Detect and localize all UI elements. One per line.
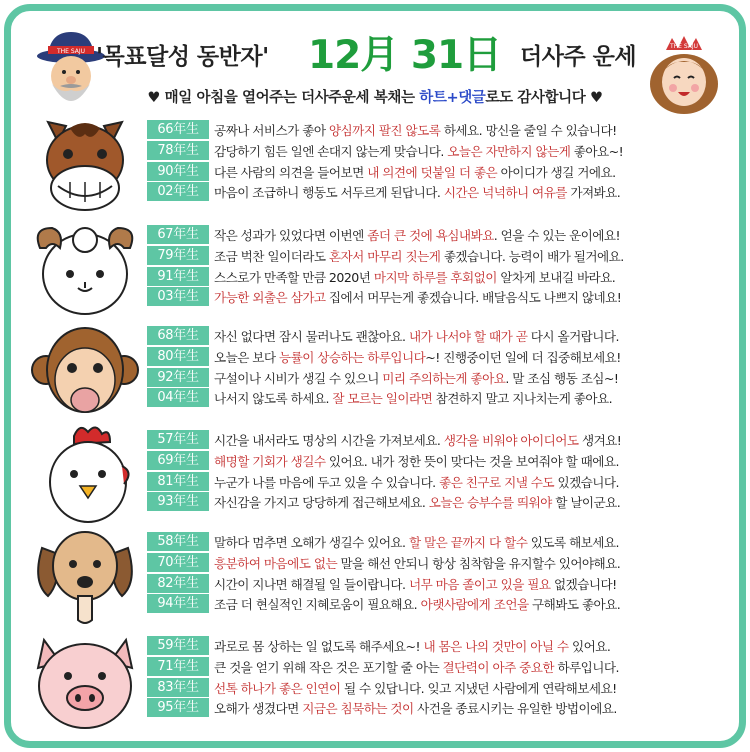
right-logo-text: THE SAJU bbox=[669, 43, 699, 50]
fortune-text bbox=[214, 472, 619, 491]
fortune-row bbox=[147, 573, 735, 594]
fortune-segment: 아이디가 생길 거에요. bbox=[497, 164, 616, 180]
fortune-segment: 있어요. bbox=[568, 639, 611, 654]
fortune-row bbox=[147, 635, 735, 656]
fortune-text bbox=[214, 594, 620, 613]
fortune-segment: 알차게 보내길 바라요. bbox=[496, 269, 616, 285]
birth-year-badge: 81年生 bbox=[147, 472, 209, 491]
fortune-highlight: 결단력이 아주 중요한 bbox=[442, 659, 554, 675]
fortune-segment: 시간이 지나면 해결될 일 들이랍니다. bbox=[214, 576, 409, 592]
fortune-row bbox=[147, 367, 735, 388]
fortune-segment: 될 수 있답니다. 잊고 지냈던 사람에게 연락해보세요! bbox=[340, 680, 617, 696]
fortune-row bbox=[147, 286, 735, 307]
fortune-highlight: 흥분하여 마음에도 없는 bbox=[214, 555, 338, 571]
birth-year-badge: 03年生 bbox=[147, 287, 209, 306]
fortune-segment: 공짜나 서비스가 좋아 bbox=[214, 123, 329, 138]
title-quote: '목표달성 동반자' bbox=[96, 44, 269, 70]
fortune-highlight: 좀더 큰 것에 욕심내봐요 bbox=[367, 228, 494, 243]
fortune-segment: 큰 것을 얻기 위해 작은 것은 포기할 줄 아는 bbox=[214, 659, 443, 675]
fortune-highlight: 양심까지 팔진 않도록 bbox=[328, 123, 441, 138]
fortune-segment: . 말 조심 행동 조심~! bbox=[505, 370, 619, 386]
fortune-text bbox=[214, 141, 623, 160]
fortune-segment: 다시 올거랍니다. bbox=[527, 329, 619, 344]
subtitle-pre: ♥ 매일 아침을 열어주는 더사주운세 복채는 bbox=[147, 90, 420, 106]
fortune-text bbox=[214, 287, 621, 306]
fortune-segment: 나서지 않도록 하세요. bbox=[214, 391, 333, 407]
fortune-segment: 다른 사람의 의견을 들어보면 bbox=[214, 164, 368, 180]
fortune-segment: 가져봐요. bbox=[566, 185, 621, 201]
fortune-highlight: 너무 마음 졸이고 있을 필요 bbox=[408, 576, 551, 592]
fortune-segment: ~! 진행중이던 일에 더 집중해보세요! bbox=[425, 349, 621, 365]
fortune-highlight: 가능한 외출은 삼가고 bbox=[214, 290, 326, 306]
fortune-segment: 과로로 몸 상하는 일 없도록 해주세요~! bbox=[214, 639, 424, 654]
fortune-row bbox=[147, 387, 735, 408]
fortune-highlight: 해명할 기회가 생길수 bbox=[214, 453, 326, 469]
fortune-row bbox=[147, 346, 735, 367]
subtitle bbox=[0, 86, 750, 107]
fortune-segment: 자신 없다면 잠시 물러나도 괜찮아요. bbox=[214, 329, 409, 344]
fortune-highlight: 잘 모르는 일이라면 bbox=[332, 391, 433, 407]
birth-year-badge: 59年生 bbox=[147, 636, 209, 655]
fortune-row bbox=[147, 491, 735, 512]
fortune-row bbox=[147, 531, 735, 552]
fortune-segment: 할 날이군요. bbox=[551, 495, 621, 511]
fortune-row bbox=[147, 593, 735, 614]
fortune-segment: 하세요. 망신을 줄일 수 있습니다! bbox=[440, 123, 617, 138]
fortune-segment: 좋겠습니다. 능력이 배가 될거에요. bbox=[440, 248, 624, 264]
fortune-segment: 좋아요~! bbox=[570, 143, 624, 159]
left-logo-text: THE SAJU bbox=[56, 48, 86, 55]
fortune-segment: 마음이 조급하니 행동도 서두르게 된답니다. bbox=[214, 185, 444, 201]
monkey-icon bbox=[30, 320, 140, 424]
fortune-segment: 작은 성과가 있었다면 이번엔 bbox=[214, 228, 368, 243]
fortune-row bbox=[147, 224, 735, 245]
fortune-segment: 조금 더 현실적인 지혜로움이 필요해요. bbox=[214, 597, 421, 613]
fortune-row bbox=[147, 161, 735, 182]
fortune-text bbox=[214, 698, 617, 717]
birth-year-badge: 90年生 bbox=[147, 162, 209, 181]
fortune-highlight: 좋은 친구로 지낼 수도 bbox=[439, 474, 554, 490]
birth-year-badge: 68年生 bbox=[147, 326, 209, 345]
title-suffix: 더사주 운세 bbox=[520, 44, 637, 70]
fortune-highlight: 내 의견에 덧붙일 더 좋은 bbox=[367, 164, 498, 180]
fortune-row bbox=[147, 119, 735, 140]
fortune-text bbox=[214, 492, 620, 511]
birth-year-badge: 57年生 bbox=[147, 430, 209, 449]
fortune-segment: 하루입니다. bbox=[554, 659, 619, 675]
fortune-segment: 오해가 생겼다면 bbox=[214, 701, 303, 717]
fortune-row bbox=[147, 697, 735, 718]
fortune-highlight: 미리 주의하는게 좋아요 bbox=[382, 370, 506, 386]
fortune-text bbox=[214, 657, 619, 676]
fortune-segment: 말을 해선 안되니 항상 침착함을 유지할수 있어야해요. bbox=[337, 555, 621, 571]
fortune-text bbox=[214, 347, 621, 366]
fortune-text bbox=[214, 532, 619, 551]
fortune-text bbox=[214, 678, 617, 697]
title-row bbox=[0, 16, 750, 78]
fortune-row bbox=[147, 656, 735, 677]
fortune-segment: 시간을 내서라도 명상의 시간을 가져보세요. bbox=[214, 433, 444, 448]
fortune-segment: 자신감을 가지고 당당하게 접근해보세요. bbox=[214, 495, 429, 511]
fortune-segment: 조금 벅찬 일이더라도 bbox=[214, 248, 329, 264]
birth-year-badge: 70年生 bbox=[147, 553, 209, 572]
birth-year-badge: 69年生 bbox=[147, 451, 209, 470]
fortune-text bbox=[214, 120, 617, 139]
fortune-text bbox=[214, 574, 617, 593]
fortune-segment: 있도록 해보세요. bbox=[527, 535, 619, 550]
fortune-highlight: 오늘은 자만하지 않는게 bbox=[447, 143, 571, 159]
fortune-segment: 없겠습니다! bbox=[550, 576, 617, 592]
fortune-segment: 감당하기 힘든 일엔 손대지 않는게 맞습니다. bbox=[214, 143, 448, 159]
fortune-highlight: 오늘은 승부수를 띄워야 bbox=[428, 495, 552, 511]
birth-year-badge: 58年生 bbox=[147, 532, 209, 551]
fortune-highlight: 능률이 상승하는 하루입니다 bbox=[278, 349, 426, 365]
fortune-row bbox=[147, 325, 735, 346]
sheep-icon bbox=[30, 218, 140, 322]
fortune-row bbox=[147, 140, 735, 161]
fortune-segment: 사건을 종료시키는 유일한 방법이에요. bbox=[413, 701, 617, 717]
fortune-text bbox=[214, 162, 616, 181]
fortune-row bbox=[147, 181, 735, 202]
fortune-highlight: 마지막 하루를 후회없이 bbox=[373, 269, 497, 285]
fortune-text bbox=[214, 326, 619, 345]
birth-year-badge: 83年生 bbox=[147, 678, 209, 697]
fortune-highlight: 할 말은 끝까지 다 할수 bbox=[408, 535, 528, 550]
fortune-text bbox=[214, 368, 618, 387]
fortune-highlight: 생각을 비워야 아이디어도 bbox=[443, 433, 579, 448]
fortune-segment: 누군가 나를 마음에 두고 있을 수 있습니다. bbox=[214, 474, 440, 490]
horse-icon bbox=[30, 112, 140, 216]
fortune-segment: 참견하지 말고 지나치는게 좋아요. bbox=[432, 391, 613, 407]
fortune-segment: 구해봐도 좋아요. bbox=[528, 597, 621, 613]
dog-icon bbox=[30, 522, 140, 626]
fortune-text bbox=[214, 246, 624, 265]
birth-year-badge: 02年生 bbox=[147, 182, 209, 201]
pig-icon bbox=[30, 632, 140, 736]
fortune-text bbox=[214, 182, 620, 201]
fortune-segment: 생겨요! bbox=[578, 433, 622, 448]
birth-year-badge: 04年生 bbox=[147, 388, 209, 407]
subtitle-post: 로도 감사합니다 ♥ bbox=[485, 90, 603, 106]
fortune-highlight: 혼자서 마무리 짓는게 bbox=[328, 248, 441, 264]
fortune-text bbox=[214, 451, 619, 470]
fortune-row bbox=[147, 471, 735, 492]
birth-year-badge: 93年生 bbox=[147, 492, 209, 511]
fortune-text bbox=[214, 267, 615, 286]
birth-year-badge: 95年生 bbox=[147, 698, 209, 717]
fortune-highlight: 지금은 침묵하는 것이 bbox=[302, 701, 414, 717]
fortune-segment: 말하다 멈추면 오해가 생길수 있어요. bbox=[214, 535, 409, 550]
birth-year-badge: 82年生 bbox=[147, 574, 209, 593]
fortune-segment: 있어요. 내가 정한 뜻이 맞다는 것을 보여줘야 할 때에요. bbox=[325, 453, 619, 469]
birth-year-badge: 94年生 bbox=[147, 594, 209, 613]
fortune-row bbox=[147, 552, 735, 573]
fortune-highlight: 내가 나서야 할 때가 곧 bbox=[408, 329, 528, 344]
birth-year-badge: 66年生 bbox=[147, 120, 209, 139]
fortune-highlight: 선톡 하나가 좋은 인연이 bbox=[214, 680, 341, 696]
fortune-highlight: 내 몸은 나의 것만이 아닐 수 bbox=[423, 639, 569, 654]
birth-year-badge: 79年生 bbox=[147, 246, 209, 265]
birth-year-badge: 78年生 bbox=[147, 141, 209, 160]
fortune-segment: 있겠습니다. bbox=[554, 474, 619, 490]
fortune-segment: . 얻을 수 있는 운이에요! bbox=[493, 228, 621, 243]
birth-year-badge: 92年生 bbox=[147, 368, 209, 387]
fortune-row bbox=[147, 245, 735, 266]
birth-year-badge: 71年生 bbox=[147, 657, 209, 676]
fortune-row bbox=[147, 266, 735, 287]
fortune-row bbox=[147, 450, 735, 471]
birth-year-badge: 91年生 bbox=[147, 267, 209, 286]
fortune-segment: 구설이나 시비가 생길 수 있으니 bbox=[214, 370, 383, 386]
fortune-highlight: 아랫사람에게 조언을 bbox=[420, 597, 529, 613]
fortune-text bbox=[214, 430, 621, 449]
fortune-segment: 스스로가 만족할 만큼 2020년 bbox=[214, 269, 374, 285]
fortune-row bbox=[147, 677, 735, 698]
subtitle-highlight: 하트+댓글 bbox=[419, 90, 486, 106]
fortune-text bbox=[214, 388, 612, 407]
fortune-text bbox=[214, 553, 620, 572]
birth-year-badge: 67年生 bbox=[147, 225, 209, 244]
birth-year-badge: 80年生 bbox=[147, 347, 209, 366]
fortune-row bbox=[147, 429, 735, 450]
title-date: 12月 31日 bbox=[308, 33, 502, 78]
fortune-text bbox=[214, 225, 620, 244]
fortune-highlight: 시간은 넉넉하니 여유를 bbox=[443, 185, 567, 201]
fortune-segment: 오늘은 보다 bbox=[214, 349, 279, 365]
fortune-segment: 집에서 머무는게 좋겠습니다. 배달음식도 나쁘지 않네요! bbox=[325, 290, 622, 306]
fortune-text bbox=[214, 636, 610, 655]
rooster-icon bbox=[30, 422, 140, 526]
